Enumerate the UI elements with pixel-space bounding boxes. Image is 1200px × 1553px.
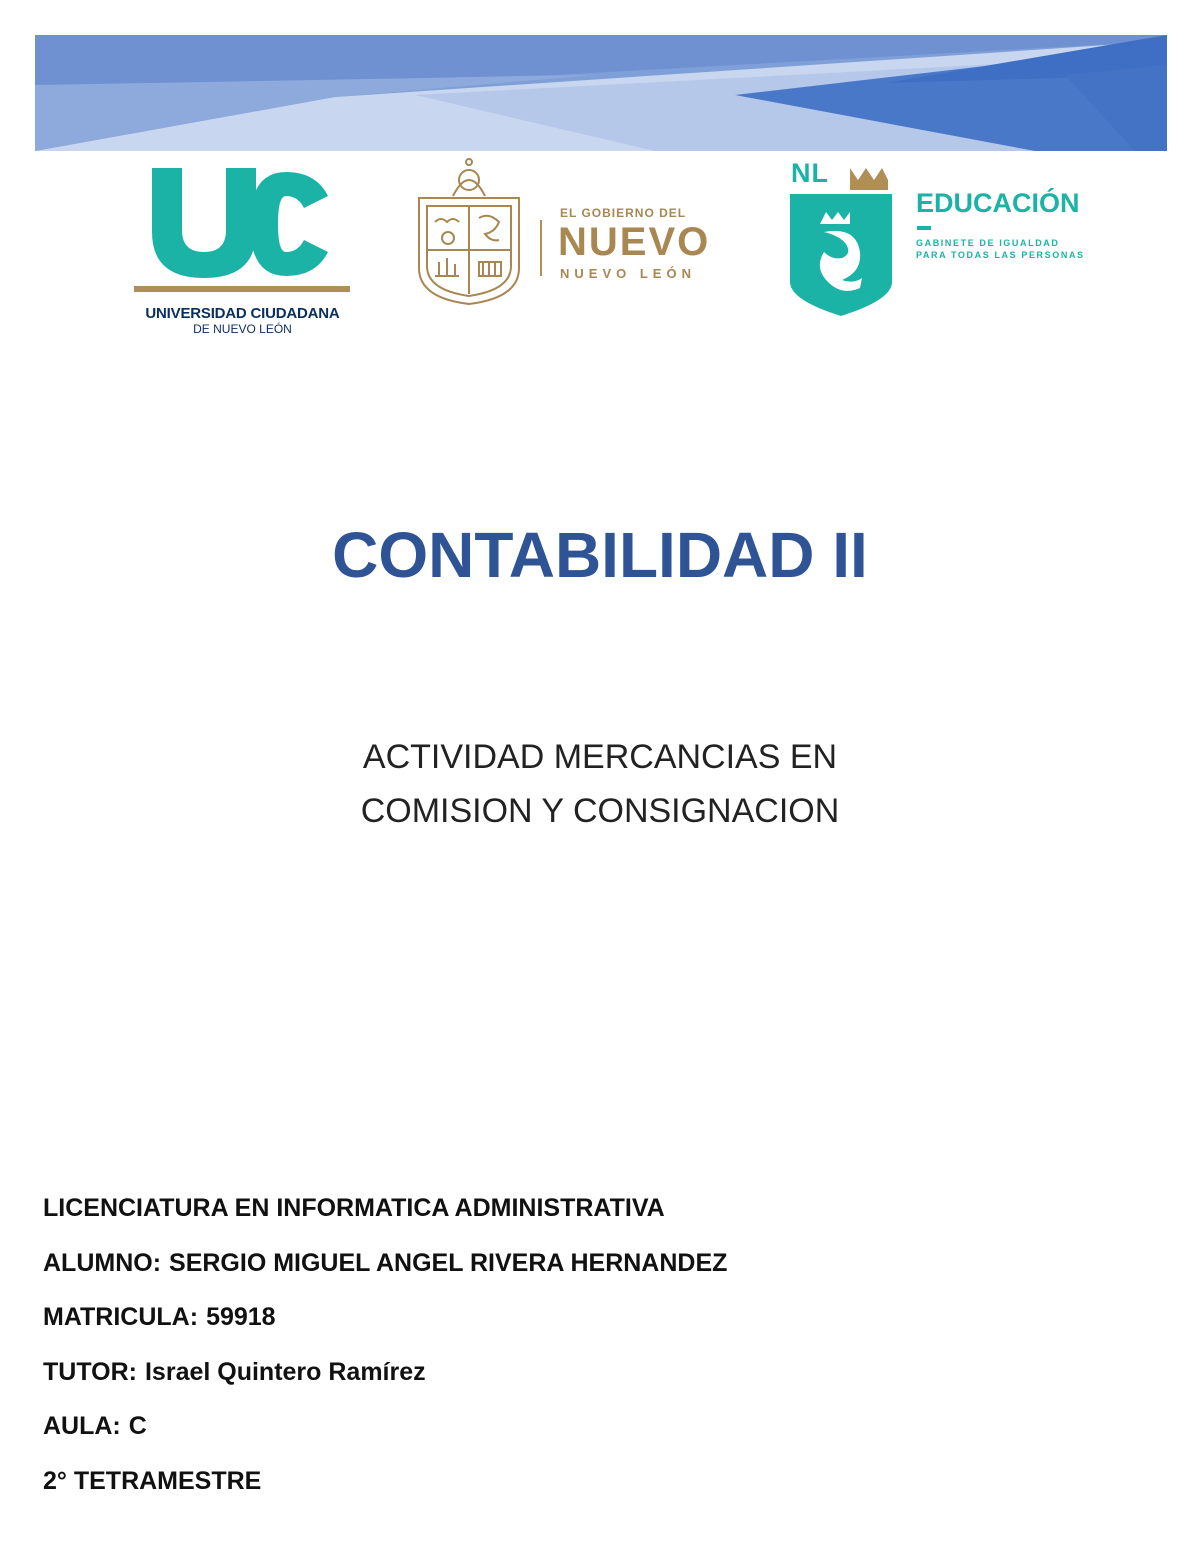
room-label: AULA: [43,1412,121,1440]
student-info [43,1188,1173,1515]
subtitle-line-2: COMISION Y CONSIGNACION [360,792,840,830]
gobierno-state-text: NUEVO LEÓN [560,266,696,281]
room-line [43,1406,1173,1461]
student-line [43,1243,1173,1298]
uc-rule [134,286,350,292]
id-line [43,1297,1173,1352]
id-value: 59918 [206,1303,276,1331]
educacion-title: EDUCACIÓN [916,188,1080,218]
uc-name: UNIVERSIDAD CIUDADANA [145,305,340,322]
document-title: CONTABILIDAD II [332,519,868,591]
term-line: 2° TETRAMESTRE [43,1466,262,1495]
header-banner [35,35,1167,151]
uc-logo [130,168,355,336]
nl-letters: NL [791,158,829,188]
uc-subtitle: DE NUEVO LEÓN [193,322,292,336]
student-label: ALUMNO: [43,1248,162,1277]
nl-educacion-logo [788,160,1123,320]
id-label: MATRICULA: [43,1303,199,1331]
coat-of-arms-icon [413,158,525,306]
gobierno-divider [540,220,542,276]
document-subtitle [0,730,1200,838]
educacion-dash [917,226,931,230]
gobierno-small-text: EL GOBIERNO DEL [560,206,687,220]
logos-row [0,150,1200,336]
tutor-line [43,1352,1173,1407]
room-value: C [128,1412,147,1440]
subtitle-line-1: ACTIVIDAD MERCANCIAS EN [362,738,838,776]
gobierno-big-text: NUEVO [558,220,711,264]
student-value: SERGIO MIGUEL ANGEL RIVERA HERNANDEZ [169,1248,728,1277]
educacion-subtitle-2: PARA TODAS LAS PERSONAS [916,250,1085,260]
gobierno-logo [413,158,743,308]
tutor-value: Israel Quintero Ramírez [144,1357,426,1386]
uc-mark-icon [152,168,332,280]
educacion-subtitle-1: GABINETE DE IGUALDAD [916,238,1060,248]
career-line: LICENCIATURA EN INFORMATICA ADMINISTRATIVA [43,1194,665,1222]
tutor-label: TUTOR: [43,1357,137,1386]
